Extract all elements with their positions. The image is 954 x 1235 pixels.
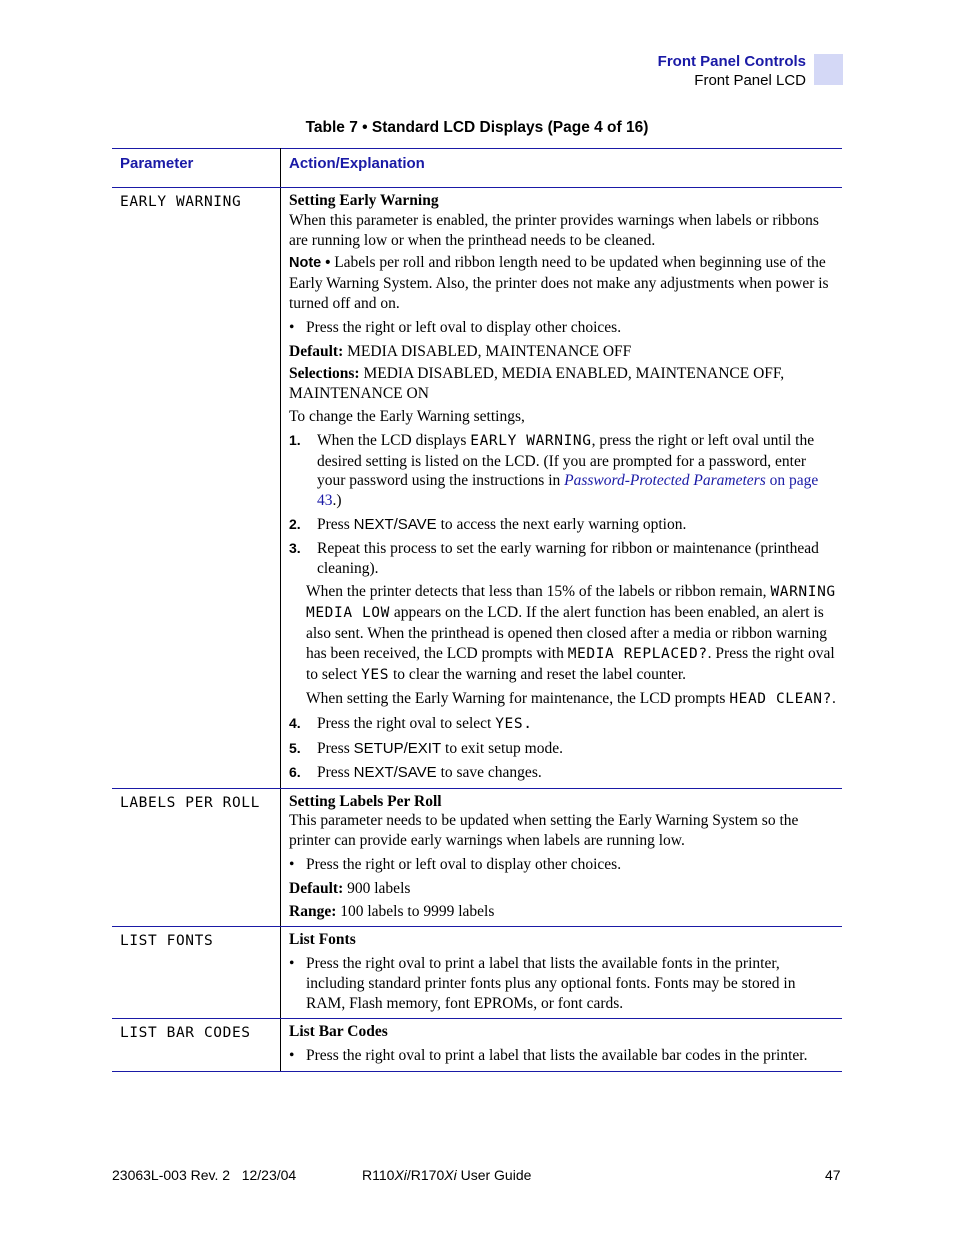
range-label: Range: bbox=[289, 902, 337, 920]
lcd-text: MEDIA REPLACED? bbox=[567, 645, 708, 662]
table-caption: Table 7 • Standard LCD Displays (Page 4 of 16) bbox=[305, 119, 649, 136]
footer-doc-id: 23063L-003 Rev. 2 12/23/04 bbox=[112, 1167, 297, 1183]
step-text: Repeat this process to set the early warning for ribbon or maintenance (printhead cleaning). bbox=[317, 539, 819, 577]
lcd-parameter-name: LIST BAR CODES bbox=[120, 1025, 251, 1042]
intro-text: To change the Early Warning settings, bbox=[289, 407, 525, 425]
note-text: Labels per roll and ribbon length need to be updated when beginning use of the Early Warning System. Also, the printer does not make any adjustments when power is turned off and on. bbox=[289, 254, 829, 312]
step-text: to exit setup mode. bbox=[445, 739, 563, 757]
para-text: When the printer detects that less than 15% of the labels or ribbon remain, bbox=[306, 583, 767, 601]
note-label: Note • bbox=[289, 255, 331, 272]
section-title: Front Panel Controls bbox=[657, 53, 806, 70]
description: This parameter needs to be updated when setting the Early Warning System so the printer can provide early warnings when labels are running low. bbox=[289, 812, 799, 850]
subsection-title: Front Panel LCD bbox=[694, 72, 806, 89]
para-text: When setting the Early Warning for maintenance, the LCD prompts bbox=[306, 690, 726, 708]
para-text: . bbox=[831, 690, 836, 708]
step-text: Press bbox=[317, 763, 350, 781]
row-title: List Bar Codes bbox=[289, 1023, 388, 1041]
para-text: to clear the warning and reset the label counter. bbox=[392, 665, 687, 683]
step-4 bbox=[289, 714, 836, 735]
default-line bbox=[289, 342, 836, 362]
lcd-text: EARLY WARNING bbox=[470, 432, 592, 449]
step-6 bbox=[289, 763, 836, 783]
parameter-cell bbox=[112, 788, 281, 927]
step-1 bbox=[289, 431, 836, 511]
parameter-cell bbox=[112, 927, 281, 1019]
running-header bbox=[658, 52, 806, 90]
step-number: 4. bbox=[289, 715, 301, 732]
step-text: , press the right or left oval until the desired setting is listed on the LCD. (If you are prompted for a password, enter your password using the instructions in bbox=[317, 431, 815, 490]
step-text: .) bbox=[332, 492, 342, 510]
bullet-item: • Press the right oval to print a label that lists the available fonts in the printer, including standard printer fonts plus any optional fonts. Fonts may be stored in RAM, Flash memory, font EPROMs, or font cards. bbox=[289, 954, 836, 1013]
lcd-text: HEAD CLEAN? bbox=[729, 691, 832, 708]
lcd-parameter-name: LIST FONTS bbox=[120, 933, 214, 950]
bullet-item: • Press the right or left oval to display other choices. bbox=[289, 318, 836, 338]
table-row bbox=[112, 788, 842, 927]
step-2 bbox=[289, 515, 836, 535]
step-3 bbox=[289, 539, 836, 579]
default-value: MEDIA DISABLED, MAINTENANCE OFF bbox=[347, 342, 632, 360]
lcd-displays-table bbox=[112, 148, 842, 1072]
para-text: appears on the LCD. If the alert function has been enabled, an alert is also sent. When the printhead is opened then closed after a media or ribbon warning has been received, the LCD prompts with bbox=[306, 604, 827, 662]
footer-guide-title bbox=[362, 1167, 531, 1183]
table-row bbox=[112, 1019, 842, 1072]
step-text: to access the next early warning option. bbox=[440, 515, 687, 533]
row-title: Setting Labels Per Roll bbox=[289, 792, 442, 810]
step-text: Press bbox=[317, 739, 350, 757]
default-label: Default: bbox=[289, 879, 344, 897]
step-text: Press bbox=[317, 515, 350, 533]
lcd-text: YES bbox=[361, 666, 390, 683]
action-cell bbox=[281, 927, 843, 1019]
range-value: 100 labels to 9999 labels bbox=[340, 902, 495, 920]
action-cell bbox=[281, 788, 843, 927]
step-number: 3. bbox=[289, 539, 301, 556]
bullet-item: • Press the right oval to print a label that lists the available bar codes in the printer. bbox=[289, 1046, 836, 1066]
parameter-column-header: Parameter bbox=[112, 149, 281, 188]
guide-text: /R170 bbox=[406, 1167, 445, 1183]
alert-paragraph bbox=[289, 582, 836, 685]
selections-value: MEDIA DISABLED, MEDIA ENABLED, MAINTENANCE OFF, MAINTENANCE ON bbox=[289, 365, 785, 403]
selections-label: Selections: bbox=[289, 365, 360, 383]
step-5 bbox=[289, 739, 836, 759]
selections-line bbox=[289, 364, 836, 404]
password-link[interactable]: Password-Protected Parameters bbox=[564, 472, 766, 490]
step-number: 1. bbox=[289, 431, 301, 448]
step-number: 2. bbox=[289, 515, 301, 532]
guide-text: Xi bbox=[444, 1167, 457, 1183]
step-text: to save changes. bbox=[440, 763, 542, 781]
para-text: . Press the right oval to select bbox=[306, 644, 835, 683]
page-link[interactable]: on page 43 bbox=[317, 472, 819, 510]
lcd-parameter-name: EARLY WARNING bbox=[120, 194, 242, 210]
note bbox=[289, 253, 836, 313]
maintenance-paragraph bbox=[289, 689, 836, 710]
step-number: 5. bbox=[289, 739, 301, 756]
guide-text: R110 bbox=[362, 1167, 395, 1183]
key-name: NEXT/SAVE bbox=[353, 515, 437, 533]
default-value: 900 labels bbox=[347, 879, 411, 897]
guide-text: Xi bbox=[394, 1167, 407, 1183]
lcd-parameter-name: LABELS PER ROLL bbox=[120, 794, 260, 811]
page-number: 47 bbox=[825, 1167, 841, 1183]
step-text: Press the right oval to select bbox=[317, 715, 492, 733]
key-name: NEXT/SAVE bbox=[353, 763, 437, 781]
action-cell bbox=[281, 1019, 843, 1072]
action-column-header: Action/Explanation bbox=[281, 149, 843, 188]
parameter-cell bbox=[112, 1019, 281, 1072]
key-name: SETUP/EXIT bbox=[353, 739, 442, 757]
bullet-item: • Press the right or left oval to display other choices. bbox=[289, 855, 836, 875]
table-header-row bbox=[112, 149, 842, 188]
description: When this parameter is enabled, the printer provides warnings when labels or ribbons are running low or when the printhead needs to be cleaned. bbox=[289, 211, 819, 249]
lcd-text: WARNING MEDIA LOW bbox=[306, 584, 836, 622]
row-title: Setting Early Warning bbox=[289, 192, 439, 209]
parameter-cell bbox=[112, 188, 281, 789]
row-title: List Fonts bbox=[289, 931, 356, 949]
default-label: Default: bbox=[289, 342, 344, 360]
lcd-text: YES. bbox=[495, 716, 533, 733]
guide-text: User Guide bbox=[456, 1167, 532, 1183]
default-line bbox=[289, 879, 836, 899]
action-cell bbox=[281, 188, 843, 789]
range-line bbox=[289, 902, 836, 922]
table-row bbox=[112, 188, 842, 789]
table-row bbox=[112, 927, 842, 1019]
chapter-tab bbox=[814, 54, 843, 85]
step-number: 6. bbox=[289, 763, 301, 780]
step-text: When the LCD displays bbox=[317, 431, 467, 449]
